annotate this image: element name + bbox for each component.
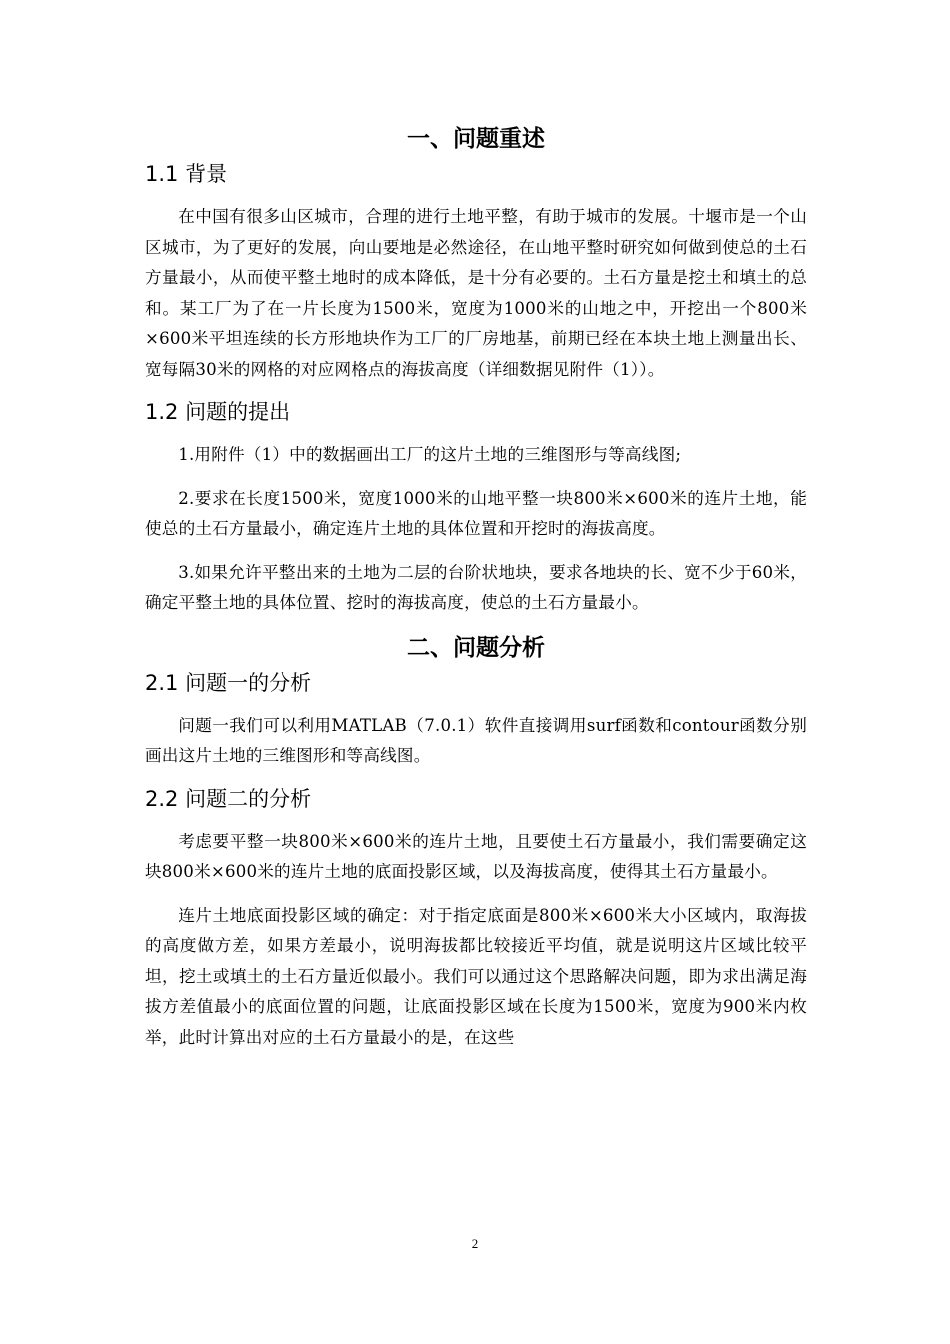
problem-item-1: 1.用附件（1）中的数据画出工厂的这片土地的三维图形与等高线图; — [178, 445, 682, 464]
problem-item-3: 3.如果允许平整出来的土地为二层的台阶状地块，要求各地块的长、宽不少于60米，确定平整土地的具体位置、挖时的海拔高度，使总的土石方量最小。 — [145, 562, 807, 612]
analysis-2-paragraph-2: 连片土地底面投影区域的确定：对于指定底面是800米×600米大小区域内，取海拔的高度做方差，如果方差最小，说明海拔都比较接近平均值，就是说明这片区域比较平坦，挖土或填土的土石方量近似最小。我们可以通过这个思路解决问题，即为求出满足海拔方差值最小的底面位置的问题，让底面投影区域在长度为1500米，宽度为900米内枚举，此时计算出对应的土石方量最小的是，在这些 — [145, 905, 807, 1047]
subsection-title-problem-statement: 1.2 问题的提出 — [145, 400, 291, 424]
section-title-problem-restatement: 一、问题重述 — [407, 126, 545, 152]
analysis-1-paragraph: 问题一我们可以利用MATLAB（7.0.1）软件直接调用surf函数和contour函数分别画出这片土地的三维图形和等高线图。 — [145, 715, 807, 765]
analysis-2-paragraph-1: 考虑要平整一块800米×600米的连片土地，且要使土石方量最小，我们需要确定这块800米×600米的连片土地的底面投影区域，以及海拔高度，使得其土石方量最小。 — [145, 831, 807, 881]
subsection-title-analysis-1: 2.1 问题一的分析 — [145, 670, 312, 695]
document-page — [145, 110, 807, 1066]
page-number: 2 — [471, 1236, 479, 1251]
subsection-title-analysis-2: 2.2 问题二的分析 — [145, 786, 312, 811]
section-title-problem-analysis: 二、问题分析 — [407, 634, 545, 661]
background-paragraph: 在中国有很多山区城市，合理的进行土地平整，有助于城市的发展。十堰市是一个山区城市，为了更好的发展，向山要地是必然途径，在山地平整时研究如何做到使总的土石方量最小，从而使平整土地时的成本降低，是十分有必要的。土石方量是挖土和填土的总和。某工厂为了在一片长度为1500米，宽度为1000米的山地之中，开挖出一个800米×600米平坦连续的长方形地块作为工厂的厂房地基，前期已经在本块土地上测量出长、宽每隔30米的网格的对应网格点的海拔高度（详细数据见附件（1））。 — [145, 207, 807, 379]
subsection-title-background: 1.1 背景 — [145, 162, 228, 186]
problem-item-2: 2.要求在长度1500米，宽度1000米的山地平整一块800米×600米的连片土地，能使总的土石方量最小，确定连片土地的具体位置和开挖时的海拔高度。 — [145, 488, 807, 538]
